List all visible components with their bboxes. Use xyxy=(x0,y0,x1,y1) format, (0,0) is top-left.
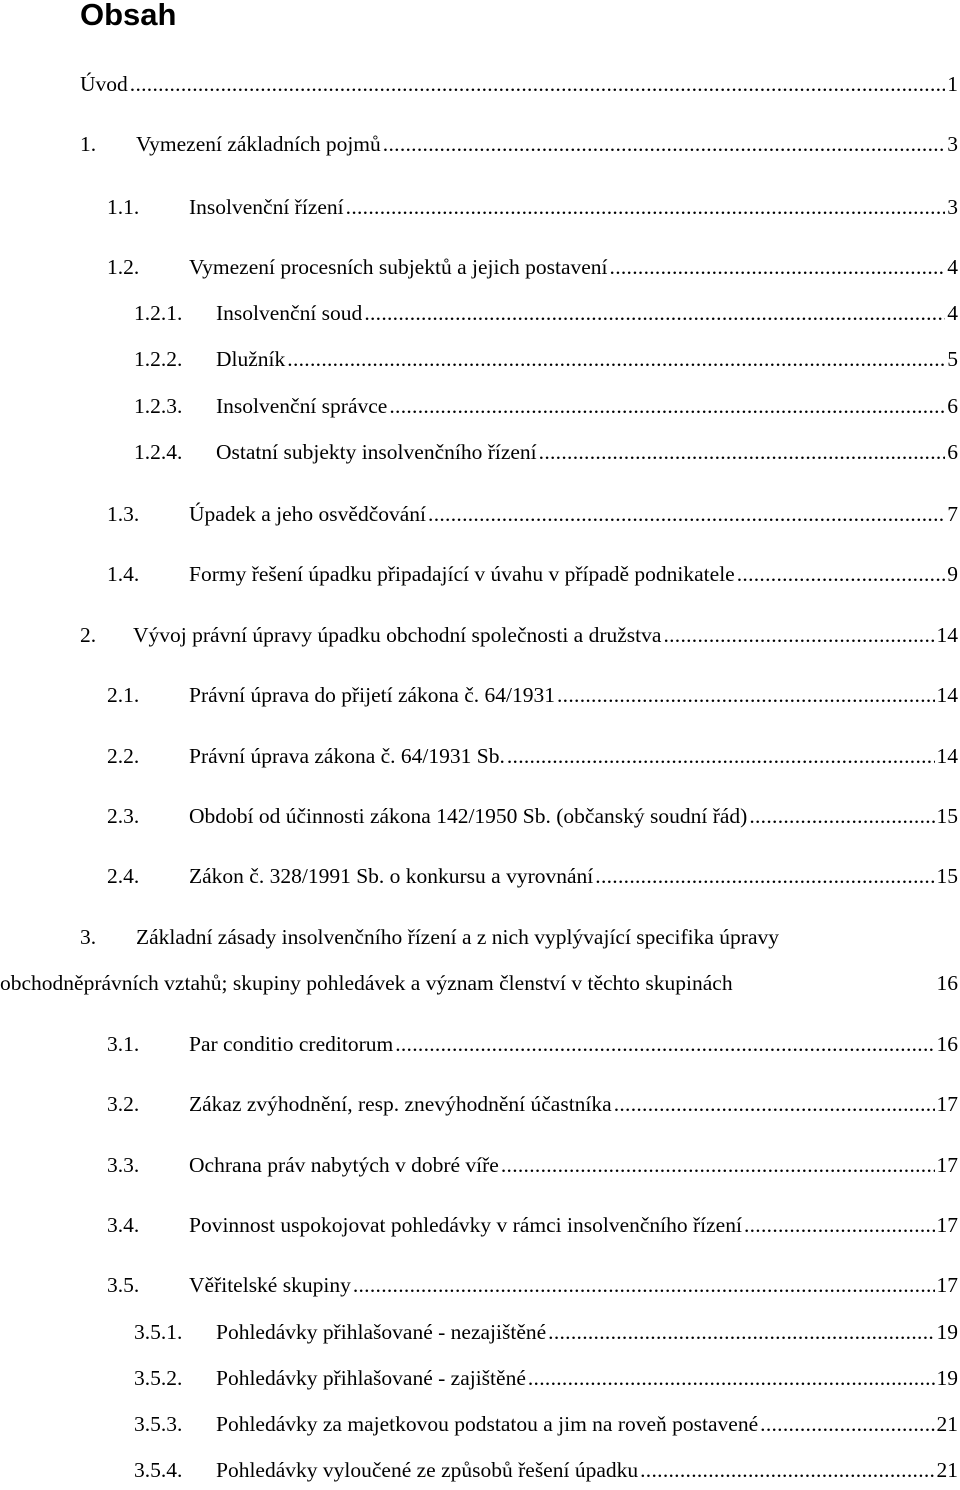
toc-entry-title: Období od účinnosti zákona 142/1950 Sb. (občanský soudní řád) xyxy=(189,804,748,828)
toc-entry-title: Insolvenční soud xyxy=(216,301,363,325)
toc-entry-number: 2.1. xyxy=(107,683,140,707)
toc-entry-2[interactable] xyxy=(80,618,958,652)
toc-entry-title: Úvod xyxy=(80,72,128,96)
toc-entry-2-4[interactable] xyxy=(107,859,958,893)
toc-entry-page: 19 xyxy=(935,1361,959,1395)
toc-entry-page: 14 xyxy=(935,739,959,773)
toc-entry-page: 5 xyxy=(945,342,958,376)
toc-entry-title-continued: obchodněprávních vztahů; skupiny pohledávek a význam členství v těchto skupinách xyxy=(0,971,733,995)
toc-entry-number: 1.2.3. xyxy=(134,394,183,418)
toc-entry-1-2-3[interactable] xyxy=(134,389,958,423)
toc-entry-number: 3.4. xyxy=(107,1213,140,1237)
toc-entry-3-3[interactable] xyxy=(107,1148,958,1182)
toc-entry-number: 2.3. xyxy=(107,804,140,828)
toc-entry-number: 1.3. xyxy=(107,502,140,526)
toc-entry-2-2[interactable] xyxy=(107,739,958,773)
toc-entry-number: 3. xyxy=(80,925,97,949)
toc-entry-uvod[interactable] xyxy=(80,67,958,101)
toc-entry-number: 1.1. xyxy=(107,195,140,219)
toc-entry-page: 7 xyxy=(945,497,958,531)
toc-entry-3-5-2[interactable] xyxy=(134,1361,958,1395)
toc-entry-page: 17 xyxy=(935,1208,959,1242)
toc-entry-page: 21 xyxy=(935,1407,959,1441)
toc-entry-number: 1.2.1. xyxy=(134,301,183,325)
toc-entry-page: 4 xyxy=(945,296,958,330)
toc-entry-page: 4 xyxy=(945,250,958,284)
toc-entry-page: 14 xyxy=(935,618,959,652)
toc-entry-page: 21 xyxy=(935,1453,959,1487)
toc-entry-title: Pohledávky přihlašované - nezajištěné xyxy=(216,1320,547,1344)
toc-entry-title: Insolvenční správce xyxy=(216,394,388,418)
toc-entry-3-4[interactable] xyxy=(107,1208,958,1242)
toc-entry-title: Pohledávky za majetkovou podstatou a jim na roveň postavené xyxy=(216,1412,759,1436)
toc-entry-title: Ostatní subjekty insolvenčního řízení xyxy=(216,440,537,464)
toc-entry-number: 1. xyxy=(80,132,97,156)
toc-entry-title: Zákaz zvýhodnění, resp. znevýhodnění účastníka xyxy=(189,1092,612,1116)
toc-entry-1-1[interactable] xyxy=(107,190,958,224)
toc-entry-3-2[interactable] xyxy=(107,1087,958,1121)
toc-entry-2-1[interactable] xyxy=(107,678,958,712)
toc-entry-page: 15 xyxy=(935,859,959,893)
toc-entry-number: 1.2. xyxy=(107,255,140,279)
toc-entry-title: Par conditio creditorum xyxy=(189,1032,394,1056)
toc-entry-number: 3.5.1. xyxy=(134,1320,183,1344)
toc-entry-page: 6 xyxy=(945,389,958,423)
page-title: Obsah xyxy=(80,0,177,32)
toc-entry-title: Věřitelské skupiny xyxy=(189,1273,351,1297)
toc-entry-number: 3.5.4. xyxy=(134,1458,183,1482)
toc-entry-title: Ochrana práv nabytých v dobré víře xyxy=(189,1153,499,1177)
toc-entry-page: 1 xyxy=(945,67,958,101)
toc-entry-number: 1.4. xyxy=(107,562,140,586)
toc-entry-3-line1[interactable] xyxy=(80,920,96,954)
toc-entry-3-title-line1[interactable] xyxy=(136,920,779,954)
toc-entry-page: 19 xyxy=(935,1315,959,1349)
toc-entry-title: Formy řešení úpadku připadající v úvahu v případě podnikatele xyxy=(189,562,735,586)
toc-entry-number: 3.5. xyxy=(107,1273,140,1297)
toc-entry-1-2[interactable] xyxy=(107,250,958,284)
toc-entry-3-1[interactable] xyxy=(107,1027,958,1061)
toc-entry-page: 14 xyxy=(935,678,959,712)
toc-entry-number: 2. xyxy=(80,623,97,647)
toc-entry-title: Právní úprava do přijetí zákona č. 64/1931 xyxy=(189,683,555,707)
toc-entry-page: 17 xyxy=(935,1087,959,1121)
toc-entry-number: 2.2. xyxy=(107,744,140,768)
toc-entry-title: Zákon č. 328/1991 Sb. o konkursu a vyrovnání xyxy=(189,864,594,888)
toc-entry-3-5-3[interactable] xyxy=(134,1407,958,1441)
toc-entry-1-4[interactable] xyxy=(107,557,958,591)
toc-entry-number: 2.4. xyxy=(107,864,140,888)
toc-entry-page: 16 xyxy=(935,1027,959,1061)
toc-entry-2-3[interactable] xyxy=(107,799,958,833)
toc-entry-number: 1.2.4. xyxy=(134,440,183,464)
toc-entry-title: Vymezení základních pojmů xyxy=(136,132,381,156)
toc-entry-page: 3 xyxy=(945,127,958,161)
toc-entry-3-5-1[interactable] xyxy=(134,1315,958,1349)
toc-entry-number: 3.1. xyxy=(107,1032,140,1056)
toc-entry-page: 16 xyxy=(936,971,958,995)
toc-entry-page: 17 xyxy=(935,1148,959,1182)
toc-entry-number: 3.3. xyxy=(107,1153,140,1177)
toc-entry-title: Základní zásady insolvenčního řízení a z nich vyplývající specifika úpravy xyxy=(136,925,779,949)
toc-entry-title: Pohledávky přihlašované - zajištěné xyxy=(216,1366,526,1390)
toc-entry-title: Pohledávky vyloučené ze způsobů řešení úpadku xyxy=(216,1458,639,1482)
toc-entry-number: 3.2. xyxy=(107,1092,140,1116)
toc-entry-page: 9 xyxy=(945,557,958,591)
toc-entry-number: 3.5.2. xyxy=(134,1366,183,1390)
toc-entry-3-5[interactable] xyxy=(107,1268,958,1302)
toc-entry-title: Vývoj právní úpravy úpadku obchodní společnosti a družstva xyxy=(133,623,662,647)
toc-entry-1-2-1[interactable] xyxy=(134,296,958,330)
toc-entry-1-2-4[interactable] xyxy=(134,435,958,469)
toc-entry-number: 1.2.2. xyxy=(134,347,183,371)
toc-entry-number: 3.5.3. xyxy=(134,1412,183,1436)
toc-entry-1-2-2[interactable] xyxy=(134,342,958,376)
toc-entry-title: Povinnost uspokojovat pohledávky v rámci insolvenčního řízení xyxy=(189,1213,742,1237)
toc-entry-3-line2[interactable] xyxy=(0,966,958,1000)
toc-entry-1[interactable] xyxy=(80,127,958,161)
toc-entry-title: Insolvenční řízení xyxy=(189,195,344,219)
toc-entry-page: 15 xyxy=(935,799,959,833)
toc-entry-title: Dlužník xyxy=(216,347,286,371)
toc-entry-title: Právní úprava zákona č. 64/1931 Sb. xyxy=(189,744,505,768)
toc-entry-1-3[interactable] xyxy=(107,497,958,531)
toc-entry-title: Úpadek a jeho osvědčování xyxy=(189,502,427,526)
toc-entry-page: 6 xyxy=(945,435,958,469)
toc-entry-3-5-4[interactable] xyxy=(134,1453,958,1487)
toc-entry-page: 17 xyxy=(935,1268,959,1302)
toc-entry-title: Vymezení procesních subjektů a jejich postavení xyxy=(189,255,608,279)
toc-entry-page: 3 xyxy=(945,190,958,224)
